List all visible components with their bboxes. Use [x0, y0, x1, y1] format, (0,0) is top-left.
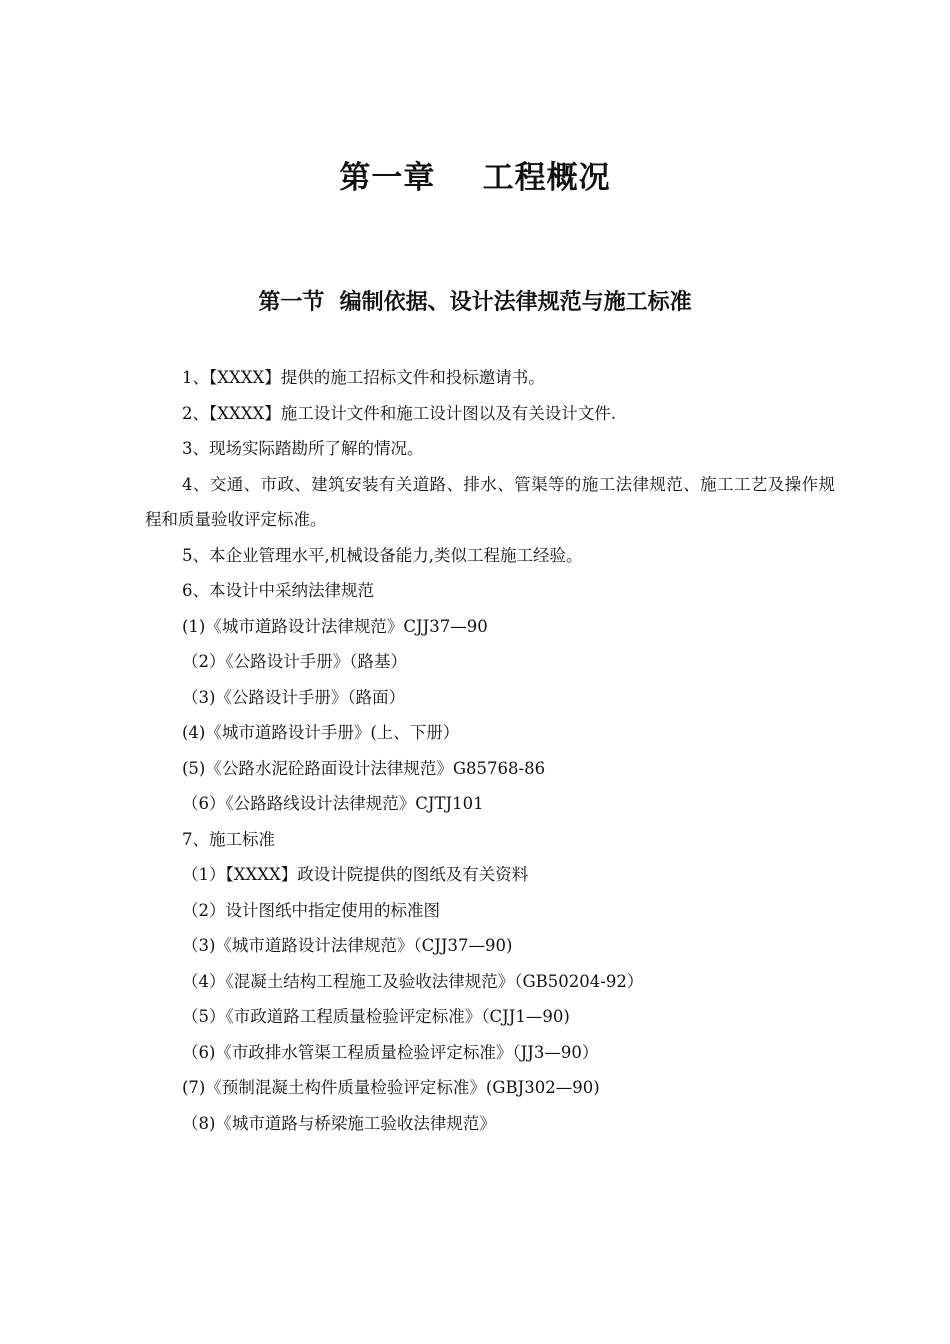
- standard-item: (7)《预制混凝土构件质量检验评定标准》(GBJ302—90): [182, 1078, 600, 1097]
- standard-item: (1)《城市道路设计法律规范》CJJ37—90: [182, 616, 488, 636]
- standard-item: （2）设计图纸中指定使用的标准图: [182, 900, 440, 920]
- section-title: 第一节 编制依据、设计法律规范与施工标准: [258, 290, 692, 315]
- standard-item: （6)《市政排水管渠工程质量检验评定标准》（JJ3—90）: [182, 1042, 599, 1062]
- standard-item: （8)《城市道路与桥梁施工验收法律规范》: [182, 1113, 496, 1133]
- paragraph-6: 6、本设计中采纳法律规范: [182, 581, 374, 600]
- standard-item: （6）《公路路线设计法律规范》CJTJ101: [182, 794, 484, 813]
- standard-item: （5）《市政道路工程质量检验评定标准》（CJJ1—90): [182, 1007, 570, 1026]
- paragraph-2: 2、【XXXX】施工设计文件和施工设计图以及有关设计文件.: [182, 403, 616, 423]
- chapter-title: 第一章 工程概况: [339, 160, 611, 196]
- standard-item: (5)《公路水泥砼路面设计法律规范》G85768-86: [182, 758, 546, 778]
- paragraph-7: 7、施工标准: [182, 829, 275, 849]
- body-text: [145, 360, 835, 1141]
- paragraph-5: 5、本企业管理水平,机械设备能力,类似工程施工经验。: [182, 545, 583, 565]
- paragraph-1: 1、【XXXX】提供的施工招标文件和投标邀请书。: [182, 368, 545, 387]
- standard-item: （1）【XXXX】政设计院提供的图纸及有关资料: [182, 865, 529, 884]
- standard-item: (4)《城市道路设计手册》(上、下册）: [182, 723, 460, 742]
- paragraph-3: 3、现场实际踏勘所了解的情况。: [182, 439, 424, 458]
- standard-item: （3)《城市道路设计法律规范》（CJJ37—90): [182, 936, 513, 955]
- standard-item: （3)《公路设计手册》（路面）: [182, 687, 406, 707]
- standard-item: （2）《公路设计手册》（路基）: [182, 652, 407, 671]
- paragraph-4: 4、交通、市政、建筑安装有关道路、排水、管渠等的施工法律规范、施工工艺及操作规程和质量验收评定标准。: [145, 474, 835, 529]
- standard-item: （4）《混凝土结构工程施工及验收法律规范》（GB50204-92）: [182, 971, 644, 991]
